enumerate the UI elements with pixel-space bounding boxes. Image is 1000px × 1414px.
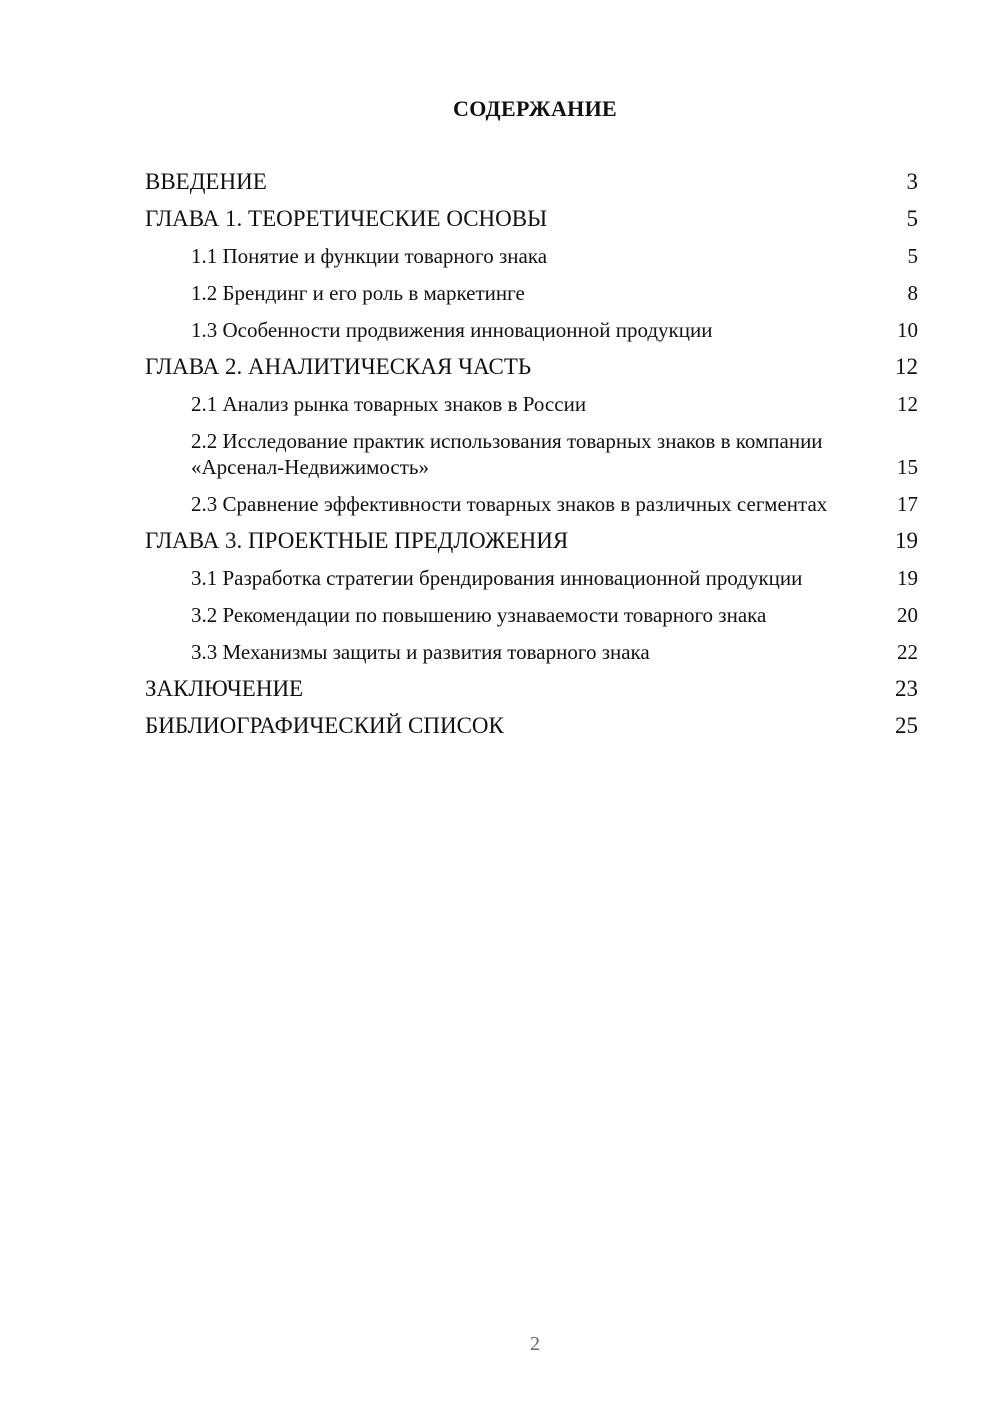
toc-entry-chapter-1[interactable] [145, 206, 918, 232]
toc-entry-section-3-3[interactable] [145, 639, 918, 665]
toc-entry-page: 5 [907, 244, 918, 268]
footer-page-number: 2 [530, 1333, 540, 1355]
toc-entry-page: 20 [897, 603, 918, 627]
toc-entry-conclusion[interactable] [145, 676, 918, 702]
toc-entry-page: 19 [895, 528, 918, 553]
toc-entry-page: 12 [895, 354, 918, 379]
toc-entry-label: ГЛАВА 1. ТЕОРЕТИЧЕСКИЕ ОСНОВЫ [145, 206, 548, 231]
toc-entry-label: 2.2 Исследование практик использования товарных знаков в компании «Арсенал-Недвижимость» [191, 429, 823, 479]
toc-entry-chapter-2[interactable] [145, 354, 918, 380]
toc-entry-section-2-1[interactable] [145, 391, 918, 417]
toc-entry-label: 3.2 Рекомендации по повышению узнаваемости товарного знака [191, 603, 767, 627]
toc-entry-section-3-1[interactable] [145, 565, 918, 591]
toc-entry-label: ВВЕДЕНИЕ [145, 169, 267, 194]
toc-entry-page: 12 [897, 392, 918, 416]
toc-entry-introduction[interactable] [145, 169, 918, 195]
toc-entry-label: 2.3 Сравнение эффективности товарных знаков в различных сегментах [191, 492, 828, 516]
toc-entry-label: 2.1 Анализ рынка товарных знаков в России [191, 392, 587, 416]
toc-entry-page: 3 [906, 169, 918, 194]
toc-entry-page: 19 [897, 566, 918, 590]
toc-entry-page: 23 [895, 676, 918, 701]
toc-entry-bibliography[interactable] [145, 713, 918, 739]
toc-entry-page: 15 [897, 455, 918, 479]
toc-entry-section-3-2[interactable] [145, 602, 918, 628]
toc-entry-page: 25 [895, 713, 918, 738]
toc-entry-section-1-2[interactable] [145, 280, 918, 306]
toc-entry-page: 8 [907, 281, 918, 305]
toc-entry-section-1-3[interactable] [145, 317, 918, 343]
toc-entry-label: 3.3 Механизмы защиты и развития товарного знака [191, 640, 650, 664]
toc-entry-label: ГЛАВА 2. АНАЛИТИЧЕСКАЯ ЧАСТЬ [145, 354, 532, 379]
toc-entry-chapter-3[interactable] [145, 528, 918, 554]
toc-entry-label: 1.3 Особенности продвижения инновационной продукции [191, 318, 713, 342]
toc-entry-label: ГЛАВА 3. ПРОЕКТНЫЕ ПРЕДЛОЖЕНИЯ [145, 528, 569, 553]
toc-entry-label: 1.1 Понятие и функции товарного знака [191, 244, 548, 268]
toc-entry-page: 10 [897, 318, 918, 342]
toc-entry-section-2-3[interactable] [145, 491, 918, 517]
toc-entry-section-1-1[interactable] [145, 243, 918, 269]
toc-entry-label: БИБЛИОГРАФИЧЕСКИЙ СПИСОК [145, 713, 504, 738]
toc-entry-section-2-2[interactable] [145, 428, 918, 480]
toc-entry-label: 3.1 Разработка стратегии брендирования инновационной продукции [191, 566, 803, 590]
toc-entry-label: 1.2 Брендинг и его роль в маркетинге [191, 281, 525, 305]
toc-entry-label: ЗАКЛЮЧЕНИЕ [145, 676, 304, 701]
toc-entry-page: 5 [906, 206, 918, 231]
page-title: СОДЕРЖАНИЕ [453, 96, 617, 121]
toc-entry-page: 17 [897, 492, 918, 516]
toc-entry-page: 22 [897, 640, 918, 664]
table-of-contents [145, 169, 918, 750]
